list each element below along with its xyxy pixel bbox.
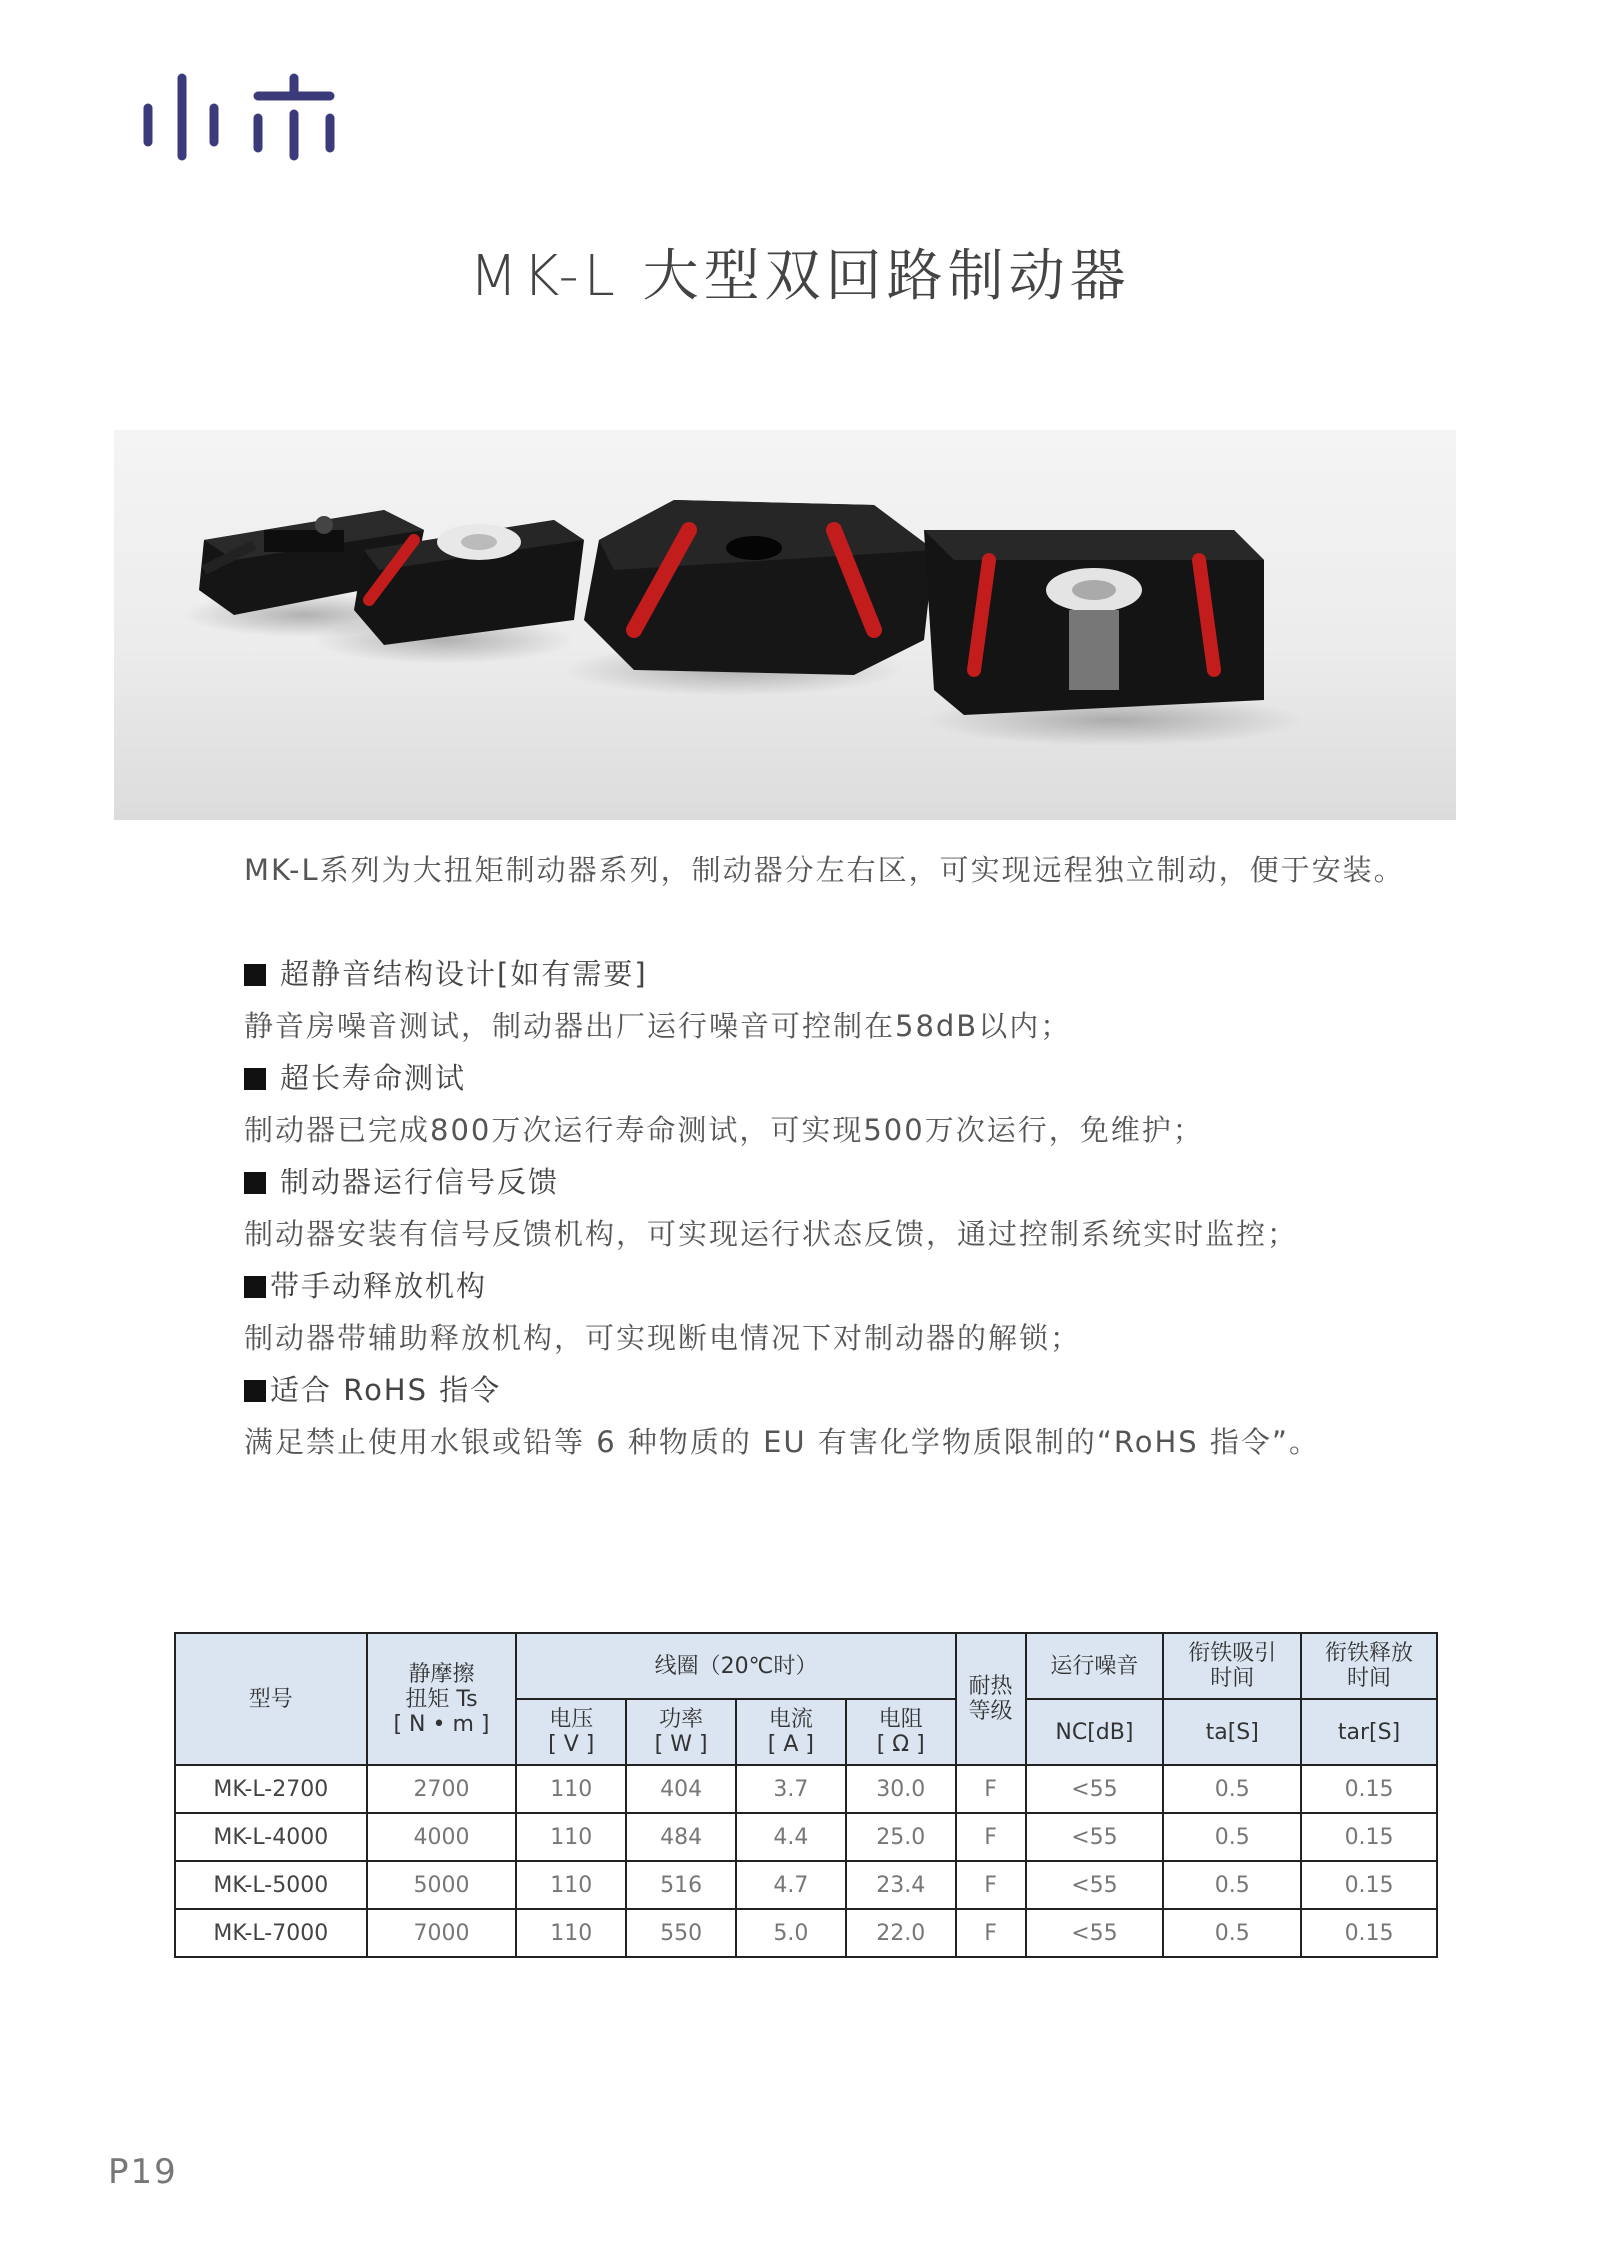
brake-unit-4 bbox=[924, 530, 1304, 746]
table-cell: 5.0 bbox=[736, 1909, 846, 1957]
header-heat-class: 耐热 等级 bbox=[956, 1633, 1026, 1765]
table-cell: F bbox=[956, 1765, 1026, 1813]
table-cell: MK-L-2700 bbox=[175, 1765, 367, 1813]
header-current: 电流 [ A ] bbox=[736, 1699, 846, 1765]
table-row bbox=[175, 1909, 1437, 1957]
table-row bbox=[175, 1765, 1437, 1813]
square-bullet-icon bbox=[244, 1068, 266, 1090]
header-torque: 静摩擦 扭矩 Ts [ N • m ] bbox=[367, 1633, 517, 1765]
square-bullet-icon bbox=[244, 1276, 266, 1298]
table-cell: 0.5 bbox=[1163, 1909, 1301, 1957]
header-resistance: 电阻 [ Ω ] bbox=[846, 1699, 956, 1765]
table-cell: <55 bbox=[1026, 1909, 1164, 1957]
table-cell: 3.7 bbox=[736, 1765, 846, 1813]
feature-description: 制动器安装有信号反馈机构，可实现运行状态反馈，通过控制系统实时监控； bbox=[244, 1217, 1299, 1251]
brake-unit-3 bbox=[564, 500, 934, 696]
header-noise-unit: NC[dB] bbox=[1026, 1699, 1164, 1765]
table-cell: 550 bbox=[626, 1909, 736, 1957]
table-cell: 0.5 bbox=[1163, 1813, 1301, 1861]
brand-logo bbox=[140, 70, 340, 170]
product-photo bbox=[114, 430, 1456, 820]
table-cell: 7000 bbox=[367, 1909, 517, 1957]
header-attract-time: 衔铁吸引 时间 bbox=[1163, 1633, 1301, 1699]
table-cell: 30.0 bbox=[846, 1765, 956, 1813]
feature-list bbox=[244, 948, 1320, 1468]
table-cell: F bbox=[956, 1909, 1026, 1957]
header-voltage: 电压 [ V ] bbox=[516, 1699, 626, 1765]
table-cell: 516 bbox=[626, 1861, 736, 1909]
table-cell: <55 bbox=[1026, 1765, 1164, 1813]
feature-heading: 制动器运行信号反馈 bbox=[244, 1156, 1320, 1208]
table-cell: 4.4 bbox=[736, 1813, 846, 1861]
table-cell: 110 bbox=[516, 1765, 626, 1813]
table-cell: 0.15 bbox=[1301, 1909, 1437, 1957]
table-cell: F bbox=[956, 1813, 1026, 1861]
table-cell: 4.7 bbox=[736, 1861, 846, 1909]
header-coil: 线圈（20℃时） bbox=[516, 1633, 955, 1699]
table-cell: 25.0 bbox=[846, 1813, 956, 1861]
table-cell: <55 bbox=[1026, 1861, 1164, 1909]
feature-description: 满足禁止使用水银或铅等 6 种物质的 EU 有害化学物质限制的“RoHS 指令”。 bbox=[244, 1425, 1320, 1459]
table-cell: 404 bbox=[626, 1765, 736, 1813]
table-cell: 484 bbox=[626, 1813, 736, 1861]
feature-heading: 带手动释放机构 bbox=[244, 1260, 1320, 1312]
table-cell: MK-L-7000 bbox=[175, 1909, 367, 1957]
table-cell: 0.5 bbox=[1163, 1765, 1301, 1813]
feature-description: 制动器已完成800万次运行寿命测试，可实现500万次运行，免维护； bbox=[244, 1113, 1204, 1147]
square-bullet-icon bbox=[244, 1172, 266, 1194]
table-cell: 110 bbox=[516, 1909, 626, 1957]
feature-description: 制动器带辅助释放机构，可实现断电情况下对制动器的解锁； bbox=[244, 1321, 1082, 1355]
table-cell: F bbox=[956, 1861, 1026, 1909]
table-cell: MK-L-5000 bbox=[175, 1861, 367, 1909]
table-cell: 2700 bbox=[367, 1765, 517, 1813]
header-noise: 运行噪音 bbox=[1026, 1633, 1164, 1699]
page-title: MK-L 大型双回路制动器 bbox=[469, 244, 1131, 309]
brand-logo-icon bbox=[140, 70, 340, 170]
table-cell: 0.15 bbox=[1301, 1765, 1437, 1813]
table-row bbox=[175, 1813, 1437, 1861]
table-cell: 0.15 bbox=[1301, 1813, 1437, 1861]
table-cell: 22.0 bbox=[846, 1909, 956, 1957]
square-bullet-icon bbox=[244, 1380, 266, 1402]
feature-description: 静音房噪音测试，制动器出厂运行噪音可控制在58dB以内； bbox=[244, 1009, 1072, 1043]
header-power: 功率 [ W ] bbox=[626, 1699, 736, 1765]
table-cell: 5000 bbox=[367, 1861, 517, 1909]
header-release-time: 衔铁释放 时间 bbox=[1301, 1633, 1437, 1699]
table-cell: 4000 bbox=[367, 1813, 517, 1861]
table-cell: 0.5 bbox=[1163, 1861, 1301, 1909]
header-model: 型号 bbox=[175, 1633, 367, 1765]
header-attract-unit: ta[S] bbox=[1163, 1699, 1301, 1765]
spec-table bbox=[174, 1632, 1438, 1958]
table-row bbox=[175, 1861, 1437, 1909]
table-cell: <55 bbox=[1026, 1813, 1164, 1861]
square-bullet-icon bbox=[244, 964, 266, 986]
table-cell: MK-L-4000 bbox=[175, 1813, 367, 1861]
intro-text: MK-L系列为大扭矩制动器系列，制动器分左右区，可实现远程独立制动，便于安装。 bbox=[244, 853, 1405, 887]
header-release-unit: tar[S] bbox=[1301, 1699, 1437, 1765]
feature-heading: 适合 RoHS 指令 bbox=[244, 1364, 1320, 1416]
table-cell: 0.15 bbox=[1301, 1861, 1437, 1909]
feature-heading: 超长寿命测试 bbox=[244, 1052, 1320, 1104]
table-cell: 23.4 bbox=[846, 1861, 956, 1909]
page-number: P19 bbox=[108, 2152, 178, 2192]
table-cell: 110 bbox=[516, 1861, 626, 1909]
feature-heading: 超静音结构设计[如有需要] bbox=[244, 948, 1320, 1000]
brake-product-illustration bbox=[114, 430, 1456, 820]
table-cell: 110 bbox=[516, 1813, 626, 1861]
